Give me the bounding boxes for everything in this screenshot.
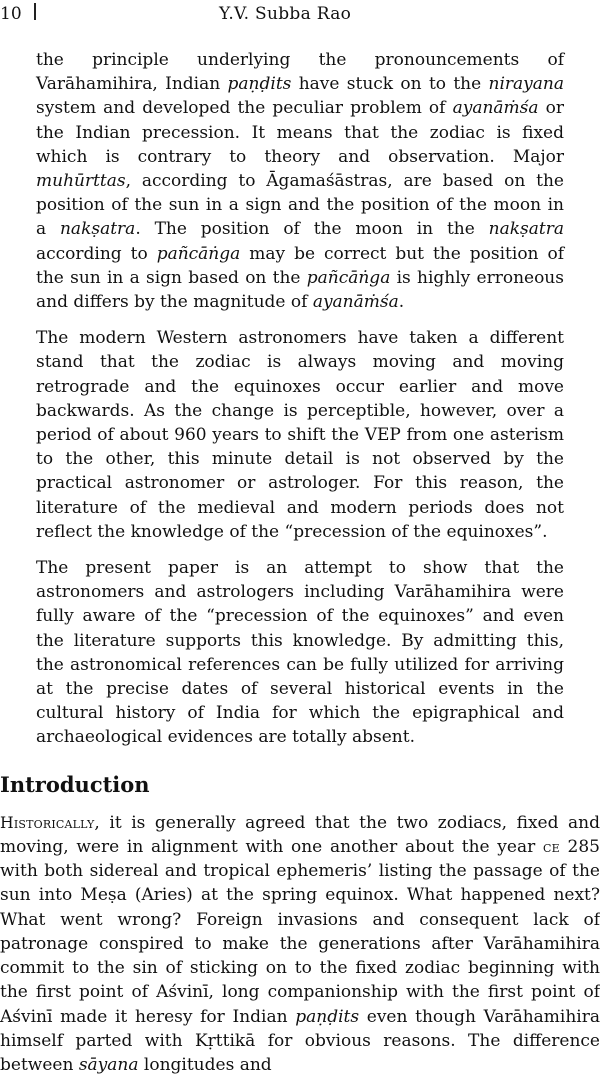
abstract-paragraph-2: The modern Western astronomers have taken a different stand that the zodiac is always moving and moving retrograde and the equinoxes occur earlier and move backwards. As the change is perceptible, however, over a period of about 960 years to shift the VEP from one asterism to the other, this minute detail is not observed by the practical astronomer or astrologer. For this reason, the literature of the medieval and modern periods does not reflect the knowledge of the “precession of the equinoxes”. [36, 328, 564, 542]
abstract-block [0, 48, 600, 750]
running-head-author: Y.V. Subba Rao [219, 4, 352, 24]
section-heading-introduction: Introduction [0, 771, 150, 797]
abstract-paragraph-3: The present paper is an attempt to show that the astronomers and astrologers including Varāhamihira were fully aware of the “precession of the equinoxes” and even the literature supports this knowledge. By admitting this, the astronomical references can be fully utilized for arriving at the precise dates of several historical events in the cultural history of India for which the epigraphical and archaeological evidences are totally absent. [36, 558, 564, 748]
running-header [0, 0, 600, 32]
page-number: 10 [0, 4, 22, 24]
small-caps-lead-word: Historically [0, 812, 95, 832]
era-abbreviation: ce [542, 837, 560, 857]
introduction-paragraph: Historically, it is generally agreed that the two zodiacs, fixed and moving, were in alignment with one another about the year ce 285 with both sidereal and tropical ephemeris’ listing the passage of the sun into Meṣa (Aries) at the spring equinox. What happened next? What went wrong? Foreign invasions and consequent lack of patronage conspired to make the generations after Varāhamihira commit to the sin of sticking on to the fixed zodiac beginning with the first point of Aśvinī, long companionship with the first point of Aśvinī made it heresy for Indian paṇḍits even though Varāhamihira himself parted with Kṛttikā for obvious reasons. The difference between sāyana longitudes and [0, 812, 600, 1075]
introduction-section [0, 772, 600, 1077]
page-content [0, 48, 600, 1077]
abstract-paragraph-1: the principle underlying the pronouncements of Varāhamihira, Indian paṇḍits have stuck on to the nirayana system and developed the peculiar problem of ayanāṁśa or the Indian precession. It means that the zodiac is fixed which is contrary to theory and observation. Major muhūrttas, according to Āgamaśāstras, are based on the position of the sun in a sign and the position of the moon in a nakṣatra. The position of the moon in the nakṣatra according to pañcāṅga may be correct but the position of the sun in a sign based on the pañcāṅga is highly erroneous and differs by the magnitude of ayanāṁśa. [36, 50, 565, 313]
header-divider [34, 3, 36, 20]
